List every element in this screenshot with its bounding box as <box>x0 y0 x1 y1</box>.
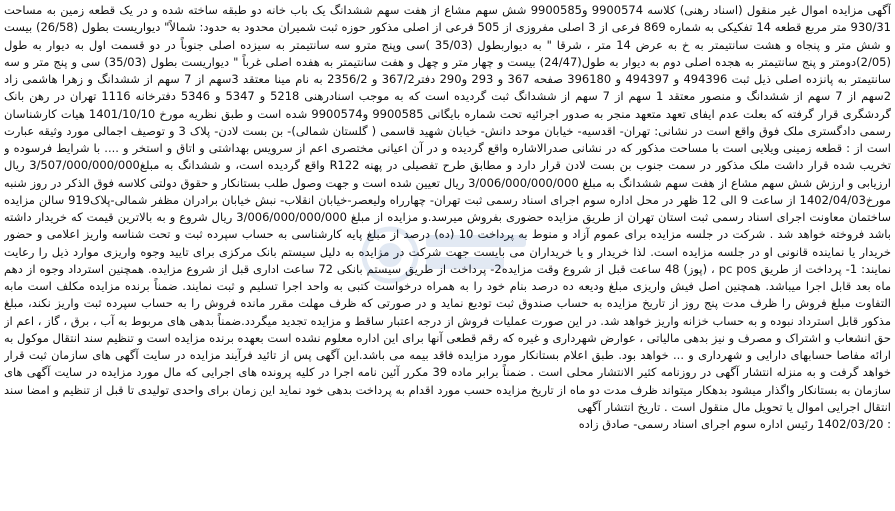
notice-date-and-signature: : 1402/03/20 رئیس اداره سوم اجرای اسناد رسمی- صادق زاده <box>578 417 891 431</box>
notice-body-text: آگهی مزایده اموال غیر منقول (اسناد رهنی) کلاسه 9900574 و9900585 شش سهم مشاع از هفت سهم ششدانگ یک باب خانه دو طبقه ساخته شده و در یک قطعه زمین به مساحت 930/31 متر مربع قطعه 14 تفکیکی به شماره 869 فرعی از 3 اصلی مفروزی از 505 فرعی از اصلی مذکور حوزه ثبت شمیران محدود به حدود: شمالاً" دیواریست بطول (26/58) بیست و شش متر و پنجاه و هشت سانتیمتر به خ به عرض 14 متر ، شرقا " به دیواربطول (35/03 )سی وپنج مترو سه سانتیمتر به سیزده اصلی جنوباً در دو قسمت اول به دیوار به طول (2/05)دومتر و پنج سانتیمتر به هجده اصلی دوم به دیوار به طول(24/47) بیست و چهار متر و چهل و هفت سانتیمتر به هفده اصلی غرباً " دیواریست بطول (35/03) سی و پنج متر و سه سانتیمتر به پانزده اصلی ذیل ثبت 494396 و 494397 و 396180 صفحه 367 و 293 و290 دفتر367/2 و 2356/2 به نام مینا معتقد 3سهم از 7 سهم از ششدانگ و زهرا هاشمی زاد 2سهم از 7 سهم از ششدانگ و منصور معتقد 1 سهم از 7 سهم از ششدانگ ثبت گردیده است که به موجب اسنادرهنی 5218 و 5347 و 5346 دفترخانه 1116 تهران در رهن بانک گردشگری قرار گرفته که بعلت عدم ایفای تعهد متعهد منجر به صدور اجرائیه تحت شماره بایگانی 9900585 و9900574 شده است و طبق نظریه مورخ 1401/10/10 هیات کارشناسان رسمی دادگستری ملک فوق واقع است در نشانی: تهران- اقدسیه- خیابان موحد دانش- خیابان شهید قاسمی ( گلستان شمالی)- بن بست لادن- پلاک 3 و توصیف اجمالی مورد وثیقه عبارت است از : قطعه زمینی ویلایی است با مساحت مذکور که در نشانی صدرالاشاره واقع گردیده و در آن اعیانی مختصری اعم از سرویس بهداشتی و اتاق و استخر و .... با شرایط فرسوده و تخریب شده قرار داشت ملک مذکور در سمت جنوب بن بست لادن قرار دارد و مطابق طرح تفصیلی در پهنه R122 واقع گردیده است، و ششدانگ به مبلغ3/507/000/000/000 ریال ارزیابی و ارزش شش سهم مشاع از هفت سهم ششدانگ به مبلغ 3/006/000/000/000 ریال تعیین شده است و جهت وصول طلب بستانکار و حقوق دولتی کلاسه فوق الذکر در روز شنبه مورخ1402/04/03 از ساعت 9 الی 12 ظهر در محل اداره سوم اجرای اسناد رسمی ثبت تهران- چهارراه ولیعصر-خیابان انقلاب- نبش خیابان برادران مظفر شمالی-پلاک919 سالن مزایده ساختمان معاونت اجرای اسناد رسمی ثبت استان تهران از طریق مزایده حضوری بفروش میرسد.و مزایده از مبلغ 3/006/000/000/000 ریال شروع و به بالاترین قیمت که خریدار داشته باشد فروخته خواهد شد . شرکت در جلسه مزایده برای عموم آزاد و منوط به پرداخت 10 (ده) درصد از مبلغ پایه کارشناسی به حساب سپرده ثبت و تحت شناسه واریز اعلامی و حضور خریدار یا نماینده قانونی او در جلسه مزایده است. لذا خریدار و یا خریداران می بایست جهت شرکت در مزایده به دلیل سیستم بانک مرکزی برای تایید وجوه واریزی موارد ذیل را رعایت نمایند: 1- پرداخت از طریق pc pos ، (پوز) 48 ساعت قبل از شروع وقت مزایده2- پرداخت از طریق سیستم بانکی 72 ساعت اداری قبل از شروع مزایده. همچنین استرداد وجوه از دهم ماه بعد قابل اجرا میباشد. همچنین اصل فیش واریزی مبلغ ودیعه ده درصد بنام خود را به همراه درخواست کتبی به واحد اجرا تسلیم و ثبت نمایند. ضمناً برنده مزایده مکلف است مابه التفاوت مبلغ فروش را ظرف مدت پنج روز از تاریخ مزایده به حساب صندوق ثبت تودیع نماید و در صورتی که ظرف مهلت مقرر مانده فروش را به حساب سپرده ثبت واریز نکند، مبلغ مذکور قابل استرداد نبوده و به حساب خزانه واریز خواهد شد. در این صورت عملیات فروش از درجه اعتبار ساقط و مزایده تجدید میگردد.ضمناً بدهی های مربوط به آب ، برق ، گاز ، اعم از حق انشعاب و اشتراک و مصرف و نیز بدهی مالیاتی ، عوارض شهرداری و غیره که رقم قطعی آنها برای این اداره معلوم نشده است بعهده برنده مزایده است و تنظیم سند انتقال موکول به ارائه مفاصا حسابهای دارایی و شهرداری و ... خواهد بود. طبق اعلام بستانکار مورد مزایده فاقد بیمه می باشد.این آگهی پس از تائید فرآیند مزایده در سایت آگهی های سازمان ثبت قرار خواهد گرفت و به منزله انتشار آگهی در روزنامه کثیر الانتشار محلی است . ضمناً برابر ماده 39 مکرر آئین نامه اجرا در کلیه پرونده های اجرایی که مال مورد مزایده در سایت آگهی های سازمان به بستانکار واگذار میشود بدهکار میتواند ظرف مدت دو ماه از تاریخ مزایده حسب مورد اقدام به پرداخت بدهی خود نماید این زمان برای واحدی تولیدی تا قبل از تنظیم و امضا سند انتقال اجرایی اموال یا تحویل مال منقول است . تاریخ انتشار آگهی <box>4 3 891 414</box>
auction-notice <box>4 2 891 508</box>
